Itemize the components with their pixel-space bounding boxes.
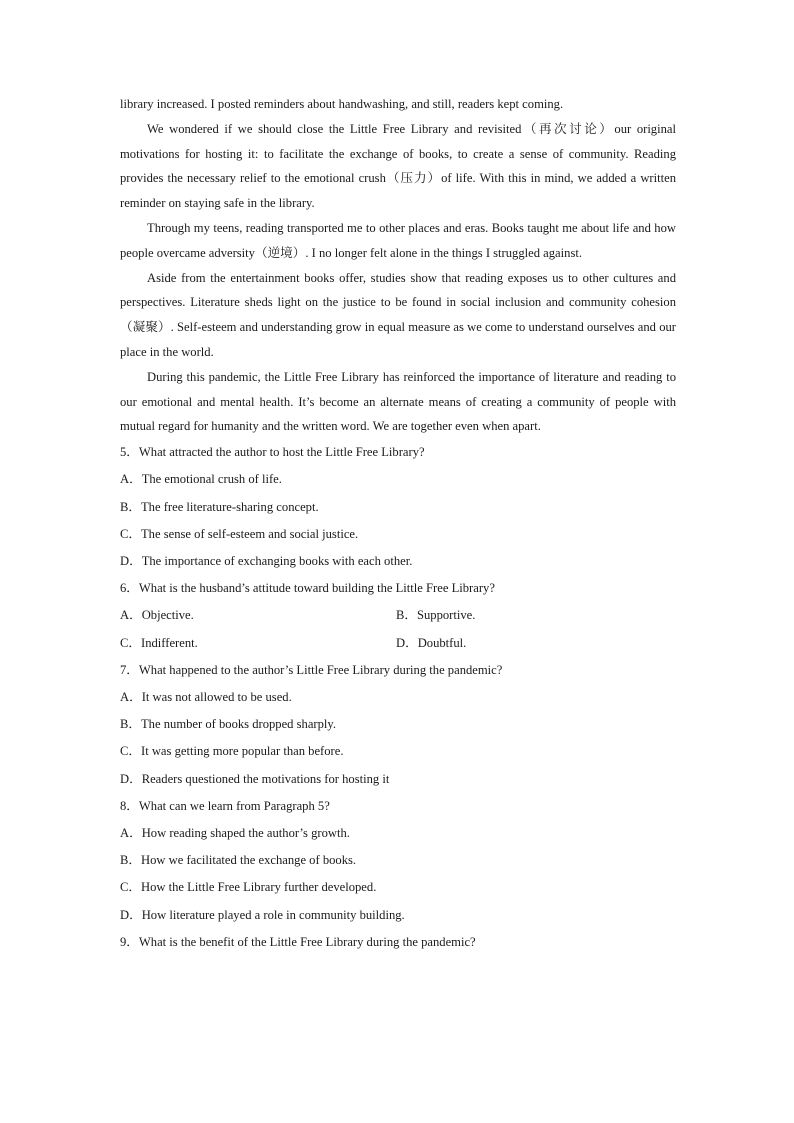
- option-d: D．Readers questioned the motivations for hosting it: [120, 771, 390, 786]
- option-c: C．It was getting more popular than before.: [120, 744, 344, 759]
- option-b: B．Supportive.: [396, 608, 476, 623]
- page-content: [120, 92, 676, 956]
- option-row: [120, 602, 676, 629]
- option-b: B．The free literature-sharing concept.: [120, 499, 319, 514]
- option-b: B．How we facilitated the exchange of books.: [120, 853, 357, 868]
- question-stem: 9．What is the benefit of the Little Free Library during the pandemic?: [120, 934, 476, 949]
- question-5: [120, 439, 676, 575]
- question-stem: 7．What happened to the author’s Little Free Library during the pandemic?: [120, 662, 503, 677]
- option-a: A．The emotional crush of life.: [120, 472, 282, 487]
- question-stem: 8．What can we learn from Paragraph 5?: [120, 798, 330, 813]
- option-b: B．The number of books dropped sharply.: [120, 717, 337, 732]
- question-9: [120, 929, 676, 956]
- option-a: A．How reading shaped the author’s growth.: [120, 826, 350, 840]
- passage-paragraph: Aside from the entertainment books offer, studies show that reading exposes us to other cultures and perspectives. Literature sheds light on the justice to be found in social inclusion and community cohesion（凝聚）. Self-esteem and understanding grow in equal measure as we come to understand ourselves and our place in the world.: [120, 270, 676, 359]
- passage-paragraph: Through my teens, reading transported me to other places and eras. Books taught me about life and how people overcame adversity（逆境）. I no longer felt alone in the things I struggled against.: [120, 220, 676, 260]
- question-stem: 5．What attracted the author to host the Little Free Library?: [120, 445, 425, 460]
- option-a: A．It was not allowed to be used.: [120, 689, 292, 704]
- option-c: C．Indifferent.: [120, 635, 198, 650]
- passage-paragraph: During this pandemic, the Little Free Library has reinforced the importance of literature and reading to our emotional and mental health. It’s become an alternate means of creating a community of people with mutual regard for humanity and the written word. We are together even when apart.: [120, 369, 676, 434]
- option-d: D．The importance of exchanging books with each other.: [120, 553, 413, 568]
- option-c: C．The sense of self-esteem and social justice.: [120, 526, 359, 541]
- option-a: A．Objective.: [120, 608, 194, 623]
- option-c: C．How the Little Free Library further developed.: [120, 880, 377, 895]
- option-row: [120, 630, 676, 657]
- question-8: [120, 793, 676, 929]
- question-stem: 6．What is the husband’s attitude toward building the Little Free Library?: [120, 581, 495, 596]
- passage-paragraph-continued: library increased. I posted reminders about handwashing, and still, readers kept coming.: [120, 97, 564, 111]
- option-d: D．How literature played a role in community building.: [120, 907, 405, 922]
- option-d: D．Doubtful.: [396, 635, 467, 650]
- question-7: [120, 657, 676, 793]
- passage-paragraph: We wondered if we should close the Little Free Library and revisited（再次讨论）our original motivations for hosting it: to facilitate the exchange of books, to create a sense of community. Reading provides the necessary relief to the emotional crush（压力）of life. With this in mind, we added a written reminder on staying safe in the library.: [120, 121, 676, 211]
- question-6: [120, 575, 676, 657]
